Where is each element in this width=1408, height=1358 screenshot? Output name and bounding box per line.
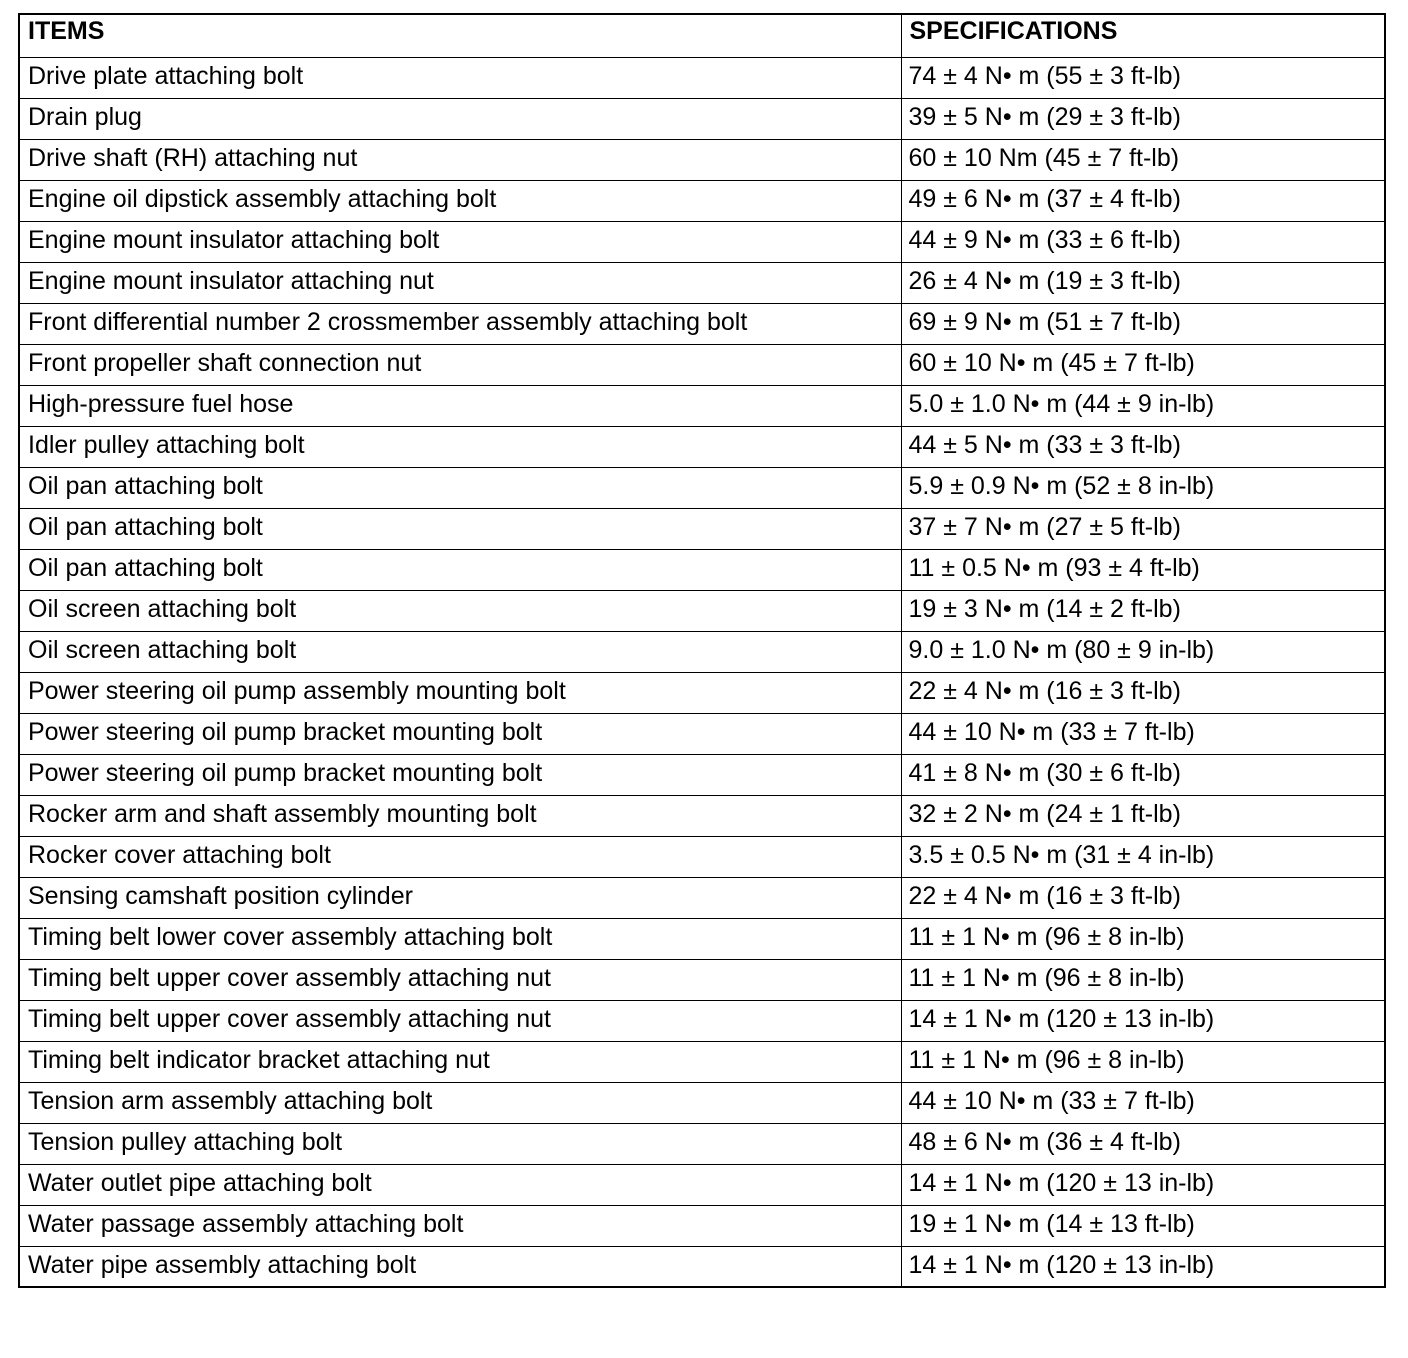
table-row [19,918,1385,959]
item-cell: Front propeller shaft connection nut [19,344,901,385]
item-cell: Water passage assembly attaching bolt [19,1205,901,1246]
item-cell: Drive shaft (RH) attaching nut [19,139,901,180]
item-cell: Front differential number 2 crossmember assembly attaching bolt [19,303,901,344]
spec-cell: 11 ± 1 N• m (96 ± 8 in-lb) [901,959,1385,1000]
item-cell: Power steering oil pump bracket mounting bolt [19,754,901,795]
item-cell: Power steering oil pump assembly mounting bolt [19,672,901,713]
spec-cell: 74 ± 4 N• m (55 ± 3 ft-lb) [901,57,1385,98]
header-specifications: SPECIFICATIONS [901,14,1385,57]
table-row [19,1041,1385,1082]
item-cell: Timing belt upper cover assembly attaching nut [19,959,901,1000]
table-row [19,426,1385,467]
table-row [19,98,1385,139]
spec-cell: 14 ± 1 N• m (120 ± 13 in-lb) [901,1000,1385,1041]
item-cell: Timing belt upper cover assembly attaching nut [19,1000,901,1041]
spec-cell: 26 ± 4 N• m (19 ± 3 ft-lb) [901,262,1385,303]
item-cell: Tension pulley attaching bolt [19,1123,901,1164]
table-row [19,1246,1385,1287]
item-cell: Power steering oil pump bracket mounting bolt [19,713,901,754]
item-cell: Rocker arm and shaft assembly mounting bolt [19,795,901,836]
table-row [19,877,1385,918]
item-cell: Drain plug [19,98,901,139]
table-row [19,139,1385,180]
table-row [19,631,1385,672]
spec-cell: 19 ± 3 N• m (14 ± 2 ft-lb) [901,590,1385,631]
table-row [19,1123,1385,1164]
item-cell: High-pressure fuel hose [19,385,901,426]
table-row [19,754,1385,795]
spec-cell: 32 ± 2 N• m (24 ± 1 ft-lb) [901,795,1385,836]
item-cell: Sensing camshaft position cylinder [19,877,901,918]
item-cell: Engine mount insulator attaching nut [19,262,901,303]
table-row [19,221,1385,262]
item-cell: Oil screen attaching bolt [19,631,901,672]
spec-cell: 9.0 ± 1.0 N• m (80 ± 9 in-lb) [901,631,1385,672]
table-row [19,795,1385,836]
spec-cell: 37 ± 7 N• m (27 ± 5 ft-lb) [901,508,1385,549]
item-cell: Rocker cover attaching bolt [19,836,901,877]
item-cell: Timing belt lower cover assembly attaching bolt [19,918,901,959]
item-cell: Engine mount insulator attaching bolt [19,221,901,262]
table-row [19,1205,1385,1246]
spec-cell: 44 ± 5 N• m (33 ± 3 ft-lb) [901,426,1385,467]
header-items: ITEMS [19,14,901,57]
table-row [19,385,1385,426]
table-row [19,262,1385,303]
spec-cell: 69 ± 9 N• m (51 ± 7 ft-lb) [901,303,1385,344]
item-cell: Engine oil dipstick assembly attaching bolt [19,180,901,221]
item-cell: Timing belt indicator bracket attaching nut [19,1041,901,1082]
spec-cell: 3.5 ± 0.5 N• m (31 ± 4 in-lb) [901,836,1385,877]
spec-cell: 44 ± 9 N• m (33 ± 6 ft-lb) [901,221,1385,262]
table-row [19,467,1385,508]
table-row [19,836,1385,877]
table-row [19,549,1385,590]
spec-cell: 19 ± 1 N• m (14 ± 13 ft-lb) [901,1205,1385,1246]
spec-cell: 14 ± 1 N• m (120 ± 13 in-lb) [901,1164,1385,1205]
spec-cell: 5.0 ± 1.0 N• m (44 ± 9 in-lb) [901,385,1385,426]
spec-cell: 11 ± 0.5 N• m (93 ± 4 ft-lb) [901,549,1385,590]
spec-cell: 14 ± 1 N• m (120 ± 13 in-lb) [901,1246,1385,1287]
torque-spec-table [18,13,1386,1288]
table-row [19,303,1385,344]
spec-cell: 39 ± 5 N• m (29 ± 3 ft-lb) [901,98,1385,139]
item-cell: Water outlet pipe attaching bolt [19,1164,901,1205]
spec-cell: 11 ± 1 N• m (96 ± 8 in-lb) [901,918,1385,959]
spec-cell: 44 ± 10 N• m (33 ± 7 ft-lb) [901,713,1385,754]
table-row [19,508,1385,549]
table-row [19,1000,1385,1041]
spec-cell: 22 ± 4 N• m (16 ± 3 ft-lb) [901,672,1385,713]
item-cell: Tension arm assembly attaching bolt [19,1082,901,1123]
spec-cell: 60 ± 10 N• m (45 ± 7 ft-lb) [901,344,1385,385]
table-header [19,14,1385,57]
table-row [19,1164,1385,1205]
spec-cell: 11 ± 1 N• m (96 ± 8 in-lb) [901,1041,1385,1082]
item-cell: Oil pan attaching bolt [19,549,901,590]
item-cell: Oil pan attaching bolt [19,508,901,549]
table-row [19,672,1385,713]
table-row [19,959,1385,1000]
header-row [19,14,1385,57]
table-row [19,1082,1385,1123]
spec-cell: 22 ± 4 N• m (16 ± 3 ft-lb) [901,877,1385,918]
table-row [19,57,1385,98]
table-row [19,344,1385,385]
table-body [19,57,1385,1287]
spec-cell: 41 ± 8 N• m (30 ± 6 ft-lb) [901,754,1385,795]
item-cell: Oil pan attaching bolt [19,467,901,508]
table-row [19,713,1385,754]
table-row [19,180,1385,221]
item-cell: Drive plate attaching bolt [19,57,901,98]
spec-cell: 49 ± 6 N• m (37 ± 4 ft-lb) [901,180,1385,221]
item-cell: Water pipe assembly attaching bolt [19,1246,901,1287]
table-row [19,590,1385,631]
spec-cell: 44 ± 10 N• m (33 ± 7 ft-lb) [901,1082,1385,1123]
item-cell: Idler pulley attaching bolt [19,426,901,467]
spec-cell: 5.9 ± 0.9 N• m (52 ± 8 in-lb) [901,467,1385,508]
spec-cell: 60 ± 10 Nm (45 ± 7 ft-lb) [901,139,1385,180]
item-cell: Oil screen attaching bolt [19,590,901,631]
spec-cell: 48 ± 6 N• m (36 ± 4 ft-lb) [901,1123,1385,1164]
